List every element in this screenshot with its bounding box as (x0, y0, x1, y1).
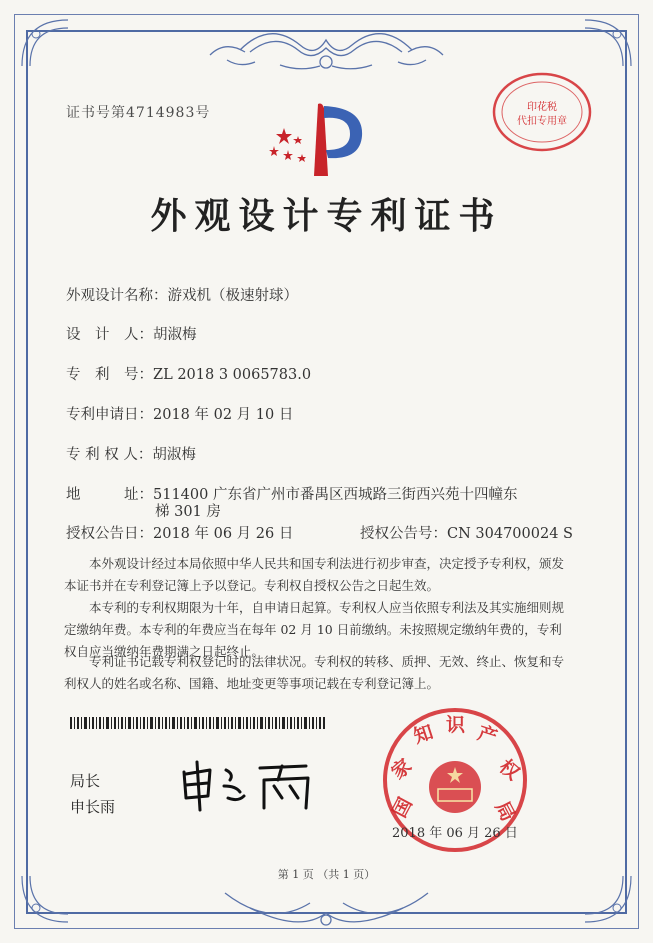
svg-text:识: 识 (446, 714, 466, 736)
svg-text:印花税: 印花税 (527, 102, 557, 113)
grant-number-field (360, 522, 573, 543)
grant-number-label: 授权公告号： (360, 526, 447, 542)
signatory-title: 局长 (70, 772, 101, 790)
svg-text:局: 局 (490, 797, 520, 825)
address-label: 地 址： (66, 487, 153, 503)
patent-number-label: 专 利 号： (66, 367, 153, 383)
seal-date: 2018 年 06 月 26 日 (392, 826, 518, 841)
design-name-label: 外观设计名称： (66, 288, 168, 304)
corner-ornament-top-right (575, 16, 635, 76)
designer-value: 胡淑梅 (153, 327, 197, 343)
address-line-2: 梯 301 房 (155, 504, 221, 520)
application-date-value: 2018 年 02 月 10 日 (153, 407, 294, 423)
svg-text:产: 产 (474, 722, 500, 749)
design-name-value: 游戏机（极速射球） (167, 288, 298, 304)
patent-number-value: ZL 2018 3 0065783.0 (153, 367, 312, 383)
corner-ornament-top-left (18, 16, 78, 76)
paragraph-grant: 本外观设计经过本局依照中华人民共和国专利法进行初步审查，决定授予专利权，颁发本证书并在专利登记簿上予以登记。专利权自授权公告之日起生效。 (64, 556, 565, 593)
patentee-label: 专 利 权 人： (66, 447, 153, 463)
designer-field (66, 323, 197, 344)
certificate-title: 外观设计专利证书 (150, 195, 503, 237)
designer-label: 设 计 人： (66, 327, 153, 343)
patentee-value: 胡淑梅 (152, 447, 196, 463)
svg-text:权: 权 (494, 755, 524, 785)
certificate-number: 证书号第4714983号 (66, 105, 211, 121)
patent-number-field (66, 363, 311, 384)
page-footer: 第 1 页 （共 1 页） (277, 868, 376, 881)
svg-text:知: 知 (410, 721, 436, 748)
paragraph-term: 本专利的专利权期限为十年，自申请日起算。专利权人应当依照专利法及其实施细则规定缴纳年费。本专利的年费应当在每年 02 月 10 日前缴纳。未按照规定缴纳年费的，专利权自应当缴纳年费期满之日起终止。 (64, 600, 565, 659)
handwritten-signature (178, 758, 328, 813)
address-line-1: 511400 广东省广州市番禺区西城路三街西兴苑十四幢东 (153, 487, 518, 503)
patent-office-logo (262, 98, 372, 180)
grant-date-label: 授权公告日： (66, 526, 153, 542)
barcode (70, 717, 325, 729)
address-field (66, 483, 517, 504)
signatory-name: 申长雨 (70, 798, 116, 816)
design-name-field (66, 284, 298, 305)
grant-date-field (66, 522, 293, 543)
patentee-field (66, 443, 196, 464)
svg-text:国: 国 (388, 794, 417, 822)
grant-number-value: CN 304700024 S (447, 526, 573, 542)
application-date-label: 专利申请日： (66, 407, 153, 423)
paragraph-legal-status: 专利证书记载专利权登记时的法律状况。专利权的转移、质押、无效、终止、恢复和专利权人的姓名或名称、国籍、地址变更等事项记载在专利登记簿上。 (64, 654, 565, 691)
application-date-field (66, 403, 293, 424)
svg-text:家: 家 (387, 754, 416, 784)
svg-text:代扣专用章: 代扣专用章 (517, 116, 567, 127)
grant-date-value: 2018 年 06 月 26 日 (153, 526, 294, 542)
tax-stamp (490, 70, 594, 154)
